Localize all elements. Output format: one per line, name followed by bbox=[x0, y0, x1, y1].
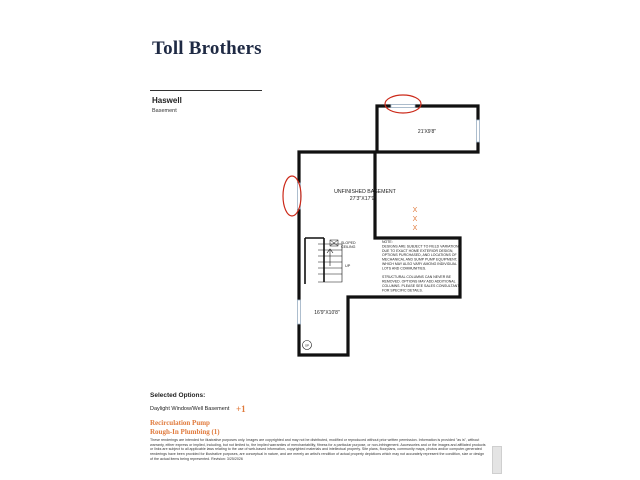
x-mark: X bbox=[412, 207, 418, 214]
main-room-dims: 27'3"X17'9" bbox=[349, 196, 377, 202]
sump-pit-label: SP bbox=[304, 343, 310, 348]
x-mark: X bbox=[412, 225, 418, 232]
top-window-highlight bbox=[385, 95, 421, 113]
disclaimer: These renderings are intended for illustrative purposes only. Images are copyrighted and may not be distributed, modified or reproduced without prior written permission. Information is provided "as is", without warranty, either express or implied, including, but not limited to, the implied warranties of merchantability, fitness for a particular purpose, or non-infringement. Accessories and or the images and affiliated products or links are subject to all applicable laws relating to the use of web-based information, copyrighted materials and intellectual property. Site plans, floorplans, community maps, photos and/or computer-generated renderings have been provided for illustrative purposes, are conceptual in nature, and are merely an artist's rendition of actual property depictions which may not accurately represent the condition, size or design of the actual items being represented. Revision: 3/25/2026 bbox=[150, 438, 486, 461]
basement-walls bbox=[299, 106, 478, 355]
x-mark: X bbox=[412, 216, 418, 223]
main-room-name: UNFINISHED BASEMENT bbox=[334, 189, 396, 195]
lower-room-dims: 16'9"X10'8" bbox=[314, 310, 340, 316]
sloped-ceiling-symbol bbox=[330, 240, 338, 246]
plan-name: Haswell bbox=[152, 96, 182, 105]
note-line: FOR SPECIFIC DETAILS. bbox=[382, 288, 423, 293]
note-block bbox=[382, 240, 461, 292]
right-window bbox=[477, 120, 480, 142]
note-line: STRUCTURAL COLUMNS CAN NEVER BE bbox=[382, 275, 451, 280]
brand-logo: Toll Brothers bbox=[152, 38, 262, 59]
stair-up-label: UP bbox=[345, 264, 351, 268]
x-marks bbox=[413, 207, 418, 232]
note-line: MECHANICAL AND SUMP PUMP EQUIPMENT, bbox=[382, 257, 458, 262]
note-line: DESIGNS ARE SUBJECT TO FIELD VARIATIONS bbox=[382, 244, 461, 249]
note-line: COLUMNS. PLEASE SEE SALES CONSULTANT bbox=[382, 284, 460, 288]
note-line: REMOVED. OPTIONS MAY ADD ADDITIONAL bbox=[382, 279, 456, 284]
selected-options-title: Selected Options: bbox=[150, 392, 206, 399]
upper-room-dims: 21'X9'8" bbox=[417, 129, 437, 135]
note-line: LOTS AND COMMUNITIES. bbox=[382, 266, 427, 271]
selected-option: Daylight Window/Well Basement bbox=[150, 406, 230, 412]
option-count-badge: +1 bbox=[236, 404, 246, 414]
top-window bbox=[391, 105, 415, 108]
note-line: NOTE: bbox=[382, 240, 393, 244]
plan-level: Basement bbox=[152, 108, 177, 114]
sloped-ceiling-label: SLOPED CEILING bbox=[341, 241, 356, 250]
added-option: Rough-In Plumbing (1) bbox=[150, 428, 220, 436]
vertical-stamp bbox=[492, 446, 502, 474]
lower-window bbox=[298, 300, 301, 324]
added-option: Recirculation Pump bbox=[150, 419, 210, 427]
note-line: OPTIONS PURCHASED, AND LOCATIONS OF bbox=[382, 253, 457, 258]
note-line: DUE TO EXACT HOME EXTERIOR DESIGN, bbox=[382, 248, 454, 253]
note-line: WHICH MAY ALSO VARY AMONG INDIVIDUAL bbox=[382, 262, 457, 266]
